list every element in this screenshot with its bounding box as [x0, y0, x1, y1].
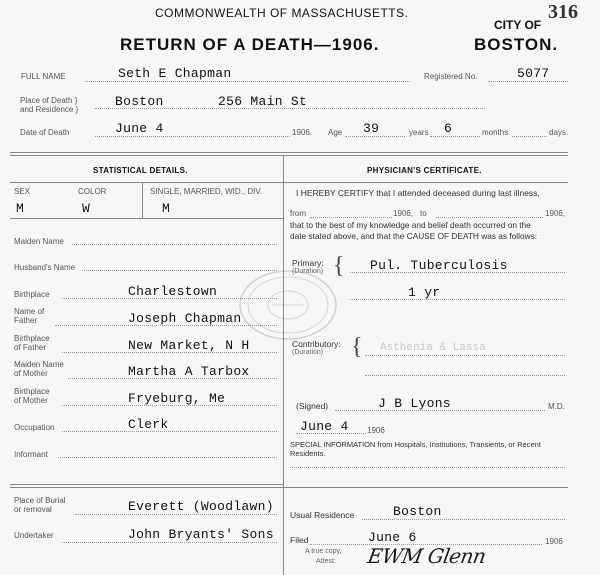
primary-duration-label: (Duration) — [292, 268, 324, 275]
date-of-death-label: Date of Death — [20, 128, 70, 137]
mother-label-2: of Mother — [14, 369, 48, 378]
certify-body-1: that to the best of my knowledge and belief death occurred on the — [290, 220, 531, 230]
seal-watermark-icon — [236, 268, 340, 342]
filed-year: 1906 — [545, 537, 563, 546]
sex-label: SEX — [14, 187, 31, 196]
registered-number: 5077 — [517, 66, 550, 81]
marital-value: M — [162, 201, 171, 216]
physician-name: J B Lyons — [378, 396, 451, 411]
filed-date: June 6 — [368, 530, 417, 545]
date-of-death-value: June 4 — [115, 121, 164, 136]
color-value: W — [82, 201, 91, 216]
usual-residence-label: Usual Residence — [290, 510, 355, 520]
attest-label: Attest: — [316, 558, 336, 565]
full-name-value: Seth E Chapman — [118, 66, 232, 81]
age-months-value: 6 — [444, 121, 453, 136]
usual-residence-value: Boston — [393, 504, 442, 519]
place-street: 256 Main St — [218, 94, 308, 109]
special-info-1: SPECIAL INFORMATION from Hospitals, Institutions, Transients, or Recent — [290, 440, 541, 449]
father-label-2: Father — [14, 316, 38, 325]
mother-birthplace-value: Fryeburg, Me — [128, 391, 226, 406]
from-label: from — [290, 209, 306, 218]
occupation-value: Clerk — [128, 417, 169, 432]
age-label: Age — [328, 128, 343, 137]
place-label-2: and Residence } — [20, 105, 79, 114]
mother-label-1: Maiden Name — [14, 360, 64, 369]
primary-duration: 1 yr — [408, 285, 441, 300]
contributory-label: Contributory: — [292, 339, 341, 349]
marital-label: SINGLE, MARRIED, WID., DIV. — [150, 187, 263, 196]
contributory-brace: { — [351, 334, 363, 360]
year-label: 1906. — [292, 128, 313, 137]
mother-value: Martha A Tarbox — [128, 364, 250, 379]
physician-certificate-heading: PHYSICIAN'S CERTIFICATE. — [367, 166, 482, 175]
registered-label: Registered No. — [424, 72, 478, 81]
husband-label: Husband's Name — [14, 263, 76, 272]
father-birthplace-value: New Market, N H — [128, 338, 250, 353]
contributory-duration-label: (Duration) — [292, 349, 324, 356]
color-label: COLOR — [78, 187, 107, 196]
state-heading: COMMONWEALTH OF MASSACHUSETTS. — [155, 6, 409, 20]
age-years-value: 39 — [363, 121, 380, 136]
place-label-1: Place of Death } — [20, 96, 78, 105]
primary-cause: Pul. Tuberculosis — [370, 258, 508, 273]
informant-label: Informant — [14, 450, 48, 459]
birthplace-value: Charlestown — [128, 284, 218, 299]
md-label: M.D. — [548, 402, 565, 411]
primary-label: Primary: — [292, 258, 324, 268]
father-birthplace-label-2: of Father — [14, 343, 47, 352]
undertaker-value: John Bryants' Sons — [128, 527, 274, 542]
birthplace-label: Birthplace — [14, 290, 50, 299]
signed-year: 1906 — [367, 426, 385, 435]
sex-value: M — [16, 201, 25, 216]
father-value: Joseph Chapman — [128, 311, 242, 326]
occupation-label: Occupation — [14, 423, 55, 432]
mother-birthplace-label-2: of Mother — [14, 396, 48, 405]
father-birthplace-label-1: Birthplace — [14, 334, 50, 343]
full-name-label: FULL NAME — [21, 72, 66, 81]
days-label: days. — [549, 128, 569, 137]
attest-signature: EWM Glenn — [365, 544, 488, 568]
contributory-ghost-text: Asthenia & Lassa — [380, 342, 486, 354]
page-number: 316 — [548, 1, 578, 23]
statistical-details-heading: STATISTICAL DETAILS. — [93, 166, 188, 175]
special-info-2: Residents. — [290, 449, 326, 458]
signed-label: (Signed) — [296, 401, 329, 411]
from-year: 1906, — [393, 209, 414, 218]
burial-label-1: Place of Burial — [14, 496, 66, 505]
place-city: Boston — [115, 94, 164, 109]
father-label-1: Name of — [14, 307, 45, 316]
certify-text: I HEREBY CERTIFY that I attended deceased during last illness, — [296, 188, 540, 198]
burial-value: Everett (Woodlawn) — [128, 499, 274, 514]
city-name: BOSTON. — [474, 35, 559, 54]
to-label: to — [420, 209, 427, 218]
true-copy-label: A true copy, — [305, 548, 342, 555]
certify-body-2: date stated above, and that the CAUSE OF DEATH was as follows: — [290, 231, 538, 241]
city-of-label: CITY OF — [494, 18, 542, 32]
filed-label: Filed — [290, 535, 309, 545]
to-year: 1906, — [545, 209, 566, 218]
signed-date: June 4 — [300, 419, 349, 434]
document-title: RETURN OF A DEATH—1906. — [120, 35, 380, 54]
burial-label-2: or removal — [14, 505, 52, 514]
months-label: months — [482, 128, 509, 137]
primary-brace: { — [333, 253, 345, 279]
mother-birthplace-label-1: Birthplace — [14, 387, 50, 396]
maiden-name-label: Maiden Name — [14, 237, 64, 246]
undertaker-label: Undertaker — [14, 531, 54, 540]
years-label: years — [409, 128, 429, 137]
